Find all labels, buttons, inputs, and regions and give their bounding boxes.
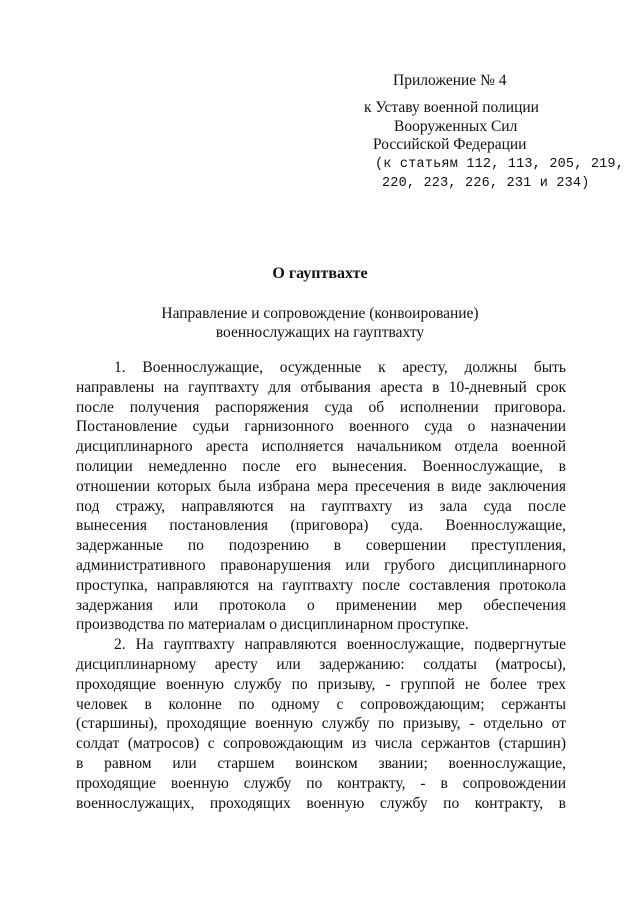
document-title: О гауптвахте <box>272 265 368 282</box>
appendix-number: Приложение № 4 <box>393 72 507 89</box>
text-line: человек в колонне по одному с сопровождающим; сержанты <box>76 695 566 713</box>
text-line: 1. Военнослужащие, осужденные к аресту, должны быть <box>114 359 566 376</box>
text-line: вынесения постановления (приговора) суда. Военнослужащие, <box>76 517 566 535</box>
text-line: проходящие военную службу по призыву, - группой не более трех <box>76 675 566 693</box>
text-line: в равном или старшем воинском звании; военнослужащие, <box>76 754 566 772</box>
text-line: задержания или протокола о применении мер обеспечения <box>76 596 566 614</box>
text-line: дисциплинарного ареста исполняется начальником отдела военной <box>76 438 566 456</box>
text-line: проступка, направляются на гауптвахту после составления протокола <box>76 576 566 594</box>
text-line: (старшины), проходящие военную службу по призыву, - отдельно от <box>76 715 566 733</box>
subtitle-line-2: военнослужащих на гауптвахту <box>215 324 425 341</box>
header-line-3: Российской Федерации <box>373 136 527 153</box>
text-line: после получения распоряжения суда об исполнении приговора. <box>76 398 566 416</box>
text-line: дисциплинарному аресту или задержанию: солдаты (матросы), <box>76 655 566 673</box>
text-line: направлены на гауптвахту для отбывания ареста в 10-дневный срок <box>76 378 566 396</box>
text-line: солдат (матросов) с сопровождающим из числа сержантов (старшин) <box>76 735 566 753</box>
paragraph-1 <box>76 358 566 635</box>
text-line: военнослужащих, проходящих военную службу по контракту, в <box>76 794 566 812</box>
paragraph-2 <box>76 635 566 813</box>
text-line: административного правонарушения или грубого дисциплинарного <box>76 556 566 574</box>
document-body <box>76 358 566 813</box>
text-line: производства по материалам о дисциплинарном проступке. <box>76 616 469 634</box>
text-line: полиции немедленно после его вынесения. Военнослужащие, в <box>76 457 566 475</box>
header-line-2: Вооруженных Сил <box>394 118 518 135</box>
text-line: Постановление судьи гарнизонного военного суда о назначении <box>76 418 566 436</box>
text-line: задержанные по подозрению в совершении преступления, <box>76 537 566 555</box>
text-line: проходящие военную службу по контракту, - в сопровождении <box>76 774 566 792</box>
document-subtitle <box>0 304 640 342</box>
text-line: под стражу, направляются на гауптвахту из зала суда после <box>76 497 566 515</box>
text-line: 2. На гауптвахту направляются военнослужащие, подвергнутые <box>114 636 566 654</box>
text-line: отношении которых была избрана мера пресечения в виде заключения <box>76 477 566 495</box>
subtitle-line-1: Направление и сопровождение (конвоирование) <box>161 305 479 322</box>
header-articles-line-2: 220, 223, 226, 231 и 234) <box>382 176 590 191</box>
header-line-1: к Уставу военной полиции <box>364 99 539 116</box>
header-articles-line-1: (к статьям 112, 113, 205, 219, <box>375 157 625 172</box>
